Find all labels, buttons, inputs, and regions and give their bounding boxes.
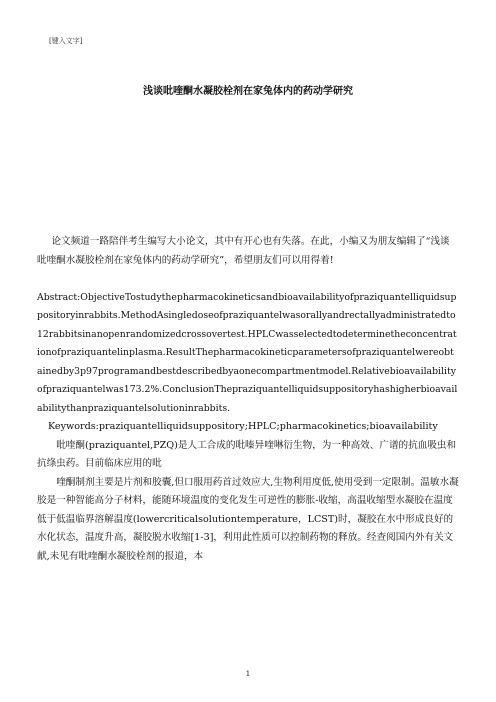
body-paragraph-2: 喹酮制剂主要是片剂和胶囊,但口服用药首过效应大,生物利用度低,使用受到一定限制。温敏水凝胶是一种智能高分子材料，能随环境温度的变化发生可逆性的膨胀-收缩，高温收缩型水凝胶在温度低于低温临界溶解温度(lowercriticalsolutiontemperature，LCST)时，凝胶在水中形成良好的水化状态，温度升高，凝胶脱水收缩[1-3]，利用此性质可以控制药物的释放。经查阅国内外有关文献,未见有吡喹酮水凝胶栓剂的报道，本 xyxy=(37,476,459,562)
body-content xyxy=(37,233,459,566)
page-title: 浅谈吡喹酮水凝胶栓剂在家兔体内的药动学研究 xyxy=(143,86,353,97)
body-paragraph-1: 吡喹酮(praziquantel,PZQ)是人工合成的吡嗪异喹啉衍生物，为一种高效、广谱的抗血吸虫和抗绦虫药。目前临床应用的吡 xyxy=(37,439,457,469)
keywords-line: Keywords:praziquantelliquidsuppository;HPLC;pharmacokinetics;bioavailability xyxy=(48,421,438,432)
abstract-paragraph: Abstract:ObjectiveTostudythepharmacokineticsandbioavailabilityofpraziquantelliquidsuppositoryinrabbits.MethodAsingledoseofpraziquantelwasorallyandrectallyadministratedto12rabbitsinanopenrandomizedcrossovertest.HPLCwasselectedtodeterminetheconcentrationofpraziquantelinplasma.ResultThepharmacokineticparametersofpraziquantelwereobtainedby3p97programandbestdescribedbyaonecompartmentmodel.Relativebioavailabilityofpraziquantelwas173.2%.ConclusionThepraziquantelliquidsuppositoryhashigherbioavailabilitythanpraziquantelsolutioninrabbits. xyxy=(37,291,458,414)
page-number: 1 xyxy=(245,670,251,678)
header-placeholder-tag: [键入文字] xyxy=(49,37,83,45)
intro-paragraph: 论文频道一路陪伴考生编写大小论文，其中有开心也有失落。在此，小编又为朋友编辑了“浅谈吡喹酮水凝胶栓剂在家兔体内的药动学研究”，希望朋友们可以用得着! xyxy=(37,236,450,266)
